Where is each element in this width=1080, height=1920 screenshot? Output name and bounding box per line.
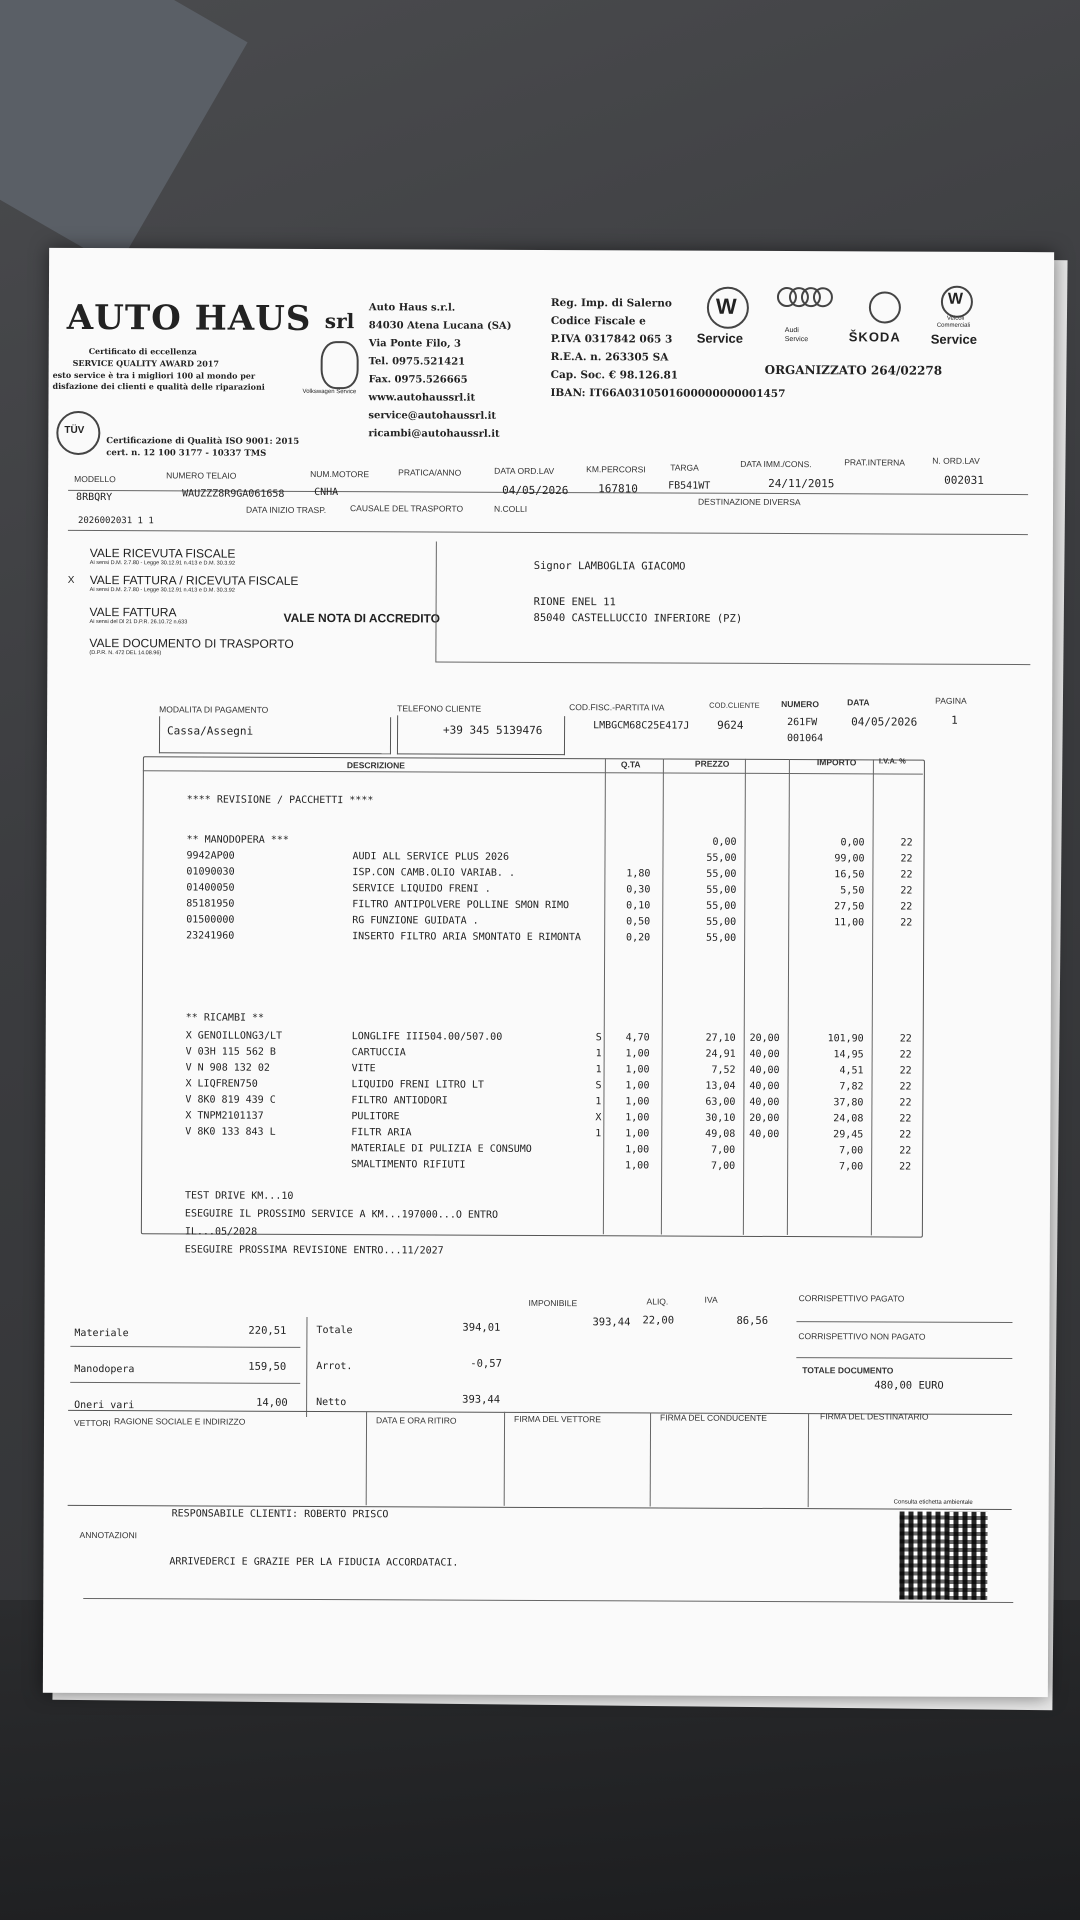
part-iva: 22 (899, 1113, 912, 1125)
note-next-service: ESEGUIRE IL PROSSIMO SERVICE A KM...197000...O ENTRO (184, 1208, 499, 1221)
dest-label: DESTINAZIONE DIVERSA (698, 496, 801, 508)
company-name: AUTO HAUS (66, 297, 312, 339)
labour-code: 01400050 (186, 882, 235, 894)
col-qta: Q.TA (620, 759, 641, 770)
part-t: S (595, 1080, 602, 1092)
arrotondamento-value: -0,57 (470, 1357, 502, 1370)
vwc-service-label: Service (930, 331, 978, 347)
organizzato: ORGANIZZATO 264/02278 (764, 362, 943, 378)
doctype-fattura-ricevuta: VALE FATTURA / RICEVUTA FISCALE (89, 572, 299, 588)
ritiro-label: DATA E ORA RITIRO (376, 1415, 457, 1426)
imm-label: DATA IMM./CONS. (740, 458, 812, 470)
addr-line: Fax. 0975.526665 (368, 374, 468, 386)
imponibile-label: IMPONIBILE (528, 1297, 578, 1309)
firma-vettore-label: FIRMA DEL VETTORE (514, 1413, 601, 1425)
vettori-label: VETTORI (74, 1417, 111, 1429)
labour-prezzo: 55,00 (706, 916, 737, 928)
part-iva: 22 (899, 1049, 912, 1061)
labour-imp: 99,00 (834, 853, 865, 865)
note-revisione: ESEGUIRE PROSSIMA REVISIONE ENTRO...11/2027 (184, 1244, 444, 1257)
part-t: S (595, 1032, 602, 1044)
etichetta-label: Consulta etichetta ambientale (893, 1499, 973, 1506)
prat-int-label: PRAT.INTERNA (844, 457, 906, 468)
telaio-value: WAUZZZ8R9GA061658 (182, 488, 285, 500)
doctype-trasporto: VALE DOCUMENTO DI TRASPORTO (89, 635, 294, 651)
ord-lav-label: N. ORD.LAV (932, 455, 980, 466)
customer-name: Signor LAMBOGLIA GIACOMO (533, 559, 686, 573)
col-descrizione: DESCRIZIONE (346, 760, 406, 771)
part-t: 1 (595, 1096, 602, 1108)
part-imp: 7,00 (839, 1145, 864, 1157)
part-qta: 1,00 (625, 1080, 650, 1092)
addr-line: Auto Haus s.r.l. (368, 302, 456, 314)
data-value: 04/05/2026 (851, 715, 918, 729)
reg-line: Reg. Imp. di Salerno (550, 297, 672, 310)
part-imp: 7,00 (839, 1161, 864, 1173)
vw-service-mark: Volkswagen Service (302, 388, 357, 396)
part-iva: 22 (899, 1065, 912, 1077)
labour-code: 9942AP00 (186, 850, 235, 862)
quality-q-icon (321, 341, 359, 389)
addr-line: www.autohaussrl.it (368, 392, 476, 404)
pagina-value: 1 (951, 713, 958, 727)
vw-commercial-logo-icon: W (941, 286, 973, 318)
firma-destinatario-label: FIRMA DEL DESTINATARIO (820, 1411, 929, 1422)
part-imp: 101,90 (827, 1033, 864, 1045)
data-ord-value: 04/05/2026 (502, 483, 569, 498)
numero-value1: 261FW (787, 717, 818, 729)
labour-iva: 22 (900, 869, 913, 881)
labour-imp: 11,00 (834, 917, 865, 929)
doctype-fattura-sub: Ai sensi del Dl 21 D.P.R. 26.10.72 n.633 (89, 618, 188, 626)
skoda-logo-icon (869, 291, 901, 323)
reg-line: Codice Fiscale e (550, 315, 646, 328)
part-prezzo: 24,91 (705, 1048, 736, 1060)
doctype-nota-accredito: VALE NOTA DI ACCREDITO (283, 610, 441, 626)
part-imp: 29,45 (833, 1129, 864, 1141)
labour-code: 01500000 (186, 914, 235, 926)
part-t: 1 (595, 1048, 602, 1060)
reg-line: P.IVA 0317842 065 3 (550, 333, 673, 346)
aliquota-label: ALIQ. (646, 1296, 669, 1307)
pagina-label: PAGINA (935, 695, 967, 706)
totale-documento-label: TOTALE DOCUMENTO (802, 1365, 894, 1376)
part-code: V 03H 115 562 B (185, 1046, 276, 1058)
labour-desc: ISP.CON CAMB.OLIO VARIAB. . (352, 867, 516, 879)
section-ricambi: ** RICAMBI ** (185, 1012, 265, 1024)
customer-city: 85040 CASTELLUCCIO INFERIORE (PZ) (533, 611, 743, 625)
ord-lav-value: 002031 (944, 473, 984, 487)
colli-label: N.COLLI (494, 503, 528, 514)
part-prezzo: 7,52 (711, 1064, 736, 1076)
causale-label: CAUSALE DEL TRASPORTO (350, 503, 464, 514)
modello-label: MODELLO (74, 473, 116, 485)
labour-iva: 22 (900, 885, 913, 897)
part-desc: LONGLIFE III504.00/507.00 (351, 1031, 503, 1043)
part-imp: 37,80 (833, 1097, 864, 1109)
part-desc: FILTR ARIA (351, 1127, 412, 1139)
audi-service-label: Service (784, 336, 809, 344)
ragione-label: RAGIONE SOCIALE E INDIRIZZO (114, 1416, 246, 1427)
vw-logo-icon: W (707, 287, 749, 329)
part-qta: 1,00 (625, 1144, 650, 1156)
arrotondamento-label: Arrot. (316, 1360, 353, 1373)
part-qta: 4,70 (625, 1032, 650, 1044)
part-code: X GENOILLONG3/LT (185, 1030, 283, 1042)
part-prezzo: 7,00 (711, 1160, 736, 1172)
part-qta: 1,00 (625, 1128, 650, 1140)
labour-iva: 22 (900, 917, 913, 929)
firma-conducente-label: FIRMA DEL CONDUCENTE (660, 1412, 767, 1423)
part-imp: 7,82 (839, 1081, 864, 1093)
doctype-selected-mark: X (67, 574, 75, 586)
company-registry (550, 294, 785, 403)
cert-line1: Certificato di eccellenza (88, 345, 197, 357)
oneri-value: 14,00 (256, 1396, 288, 1409)
part-desc: VITE (351, 1063, 376, 1075)
manodopera-label: Manodopera (74, 1363, 135, 1376)
part-code: V N 908 132 02 (185, 1062, 270, 1074)
labour-prezzo: 55,00 (706, 932, 737, 944)
km-value: 167810 (598, 482, 638, 496)
addr-line: Tel. 0975.521421 (368, 356, 466, 368)
addr-line: Via Ponte Filo, 3 (368, 338, 462, 350)
reg-line: IBAN: IT66A0310501600000000001457 (550, 387, 786, 401)
addr-line: ricambi@autohaussrl.it (368, 428, 500, 440)
tuv-icon (56, 411, 100, 455)
cf-value: LMBGCM68C25E417J (593, 720, 690, 732)
labour-imp: 27,50 (834, 901, 865, 913)
data-ord-label: DATA ORD.LAV (494, 465, 555, 477)
note-next-service-date: IL...05/2028 (184, 1226, 258, 1238)
doctype-fattura: VALE FATTURA (89, 604, 177, 620)
invoice-sheet (43, 248, 1054, 1697)
corrispettivo-pagato: CORRISPETTIVO PAGATO (798, 1293, 905, 1304)
part-sc: 40,00 (749, 1080, 780, 1093)
part-iva: 22 (899, 1081, 912, 1093)
pagamento-label: MODALITA DI PAGAMENTO (159, 704, 269, 715)
aliquota-value: 22,00 (642, 1314, 675, 1327)
vwc-label1: Veicoli (946, 315, 965, 322)
part-imp: 14,95 (833, 1049, 864, 1061)
tuv-label: TÜV (64, 424, 85, 436)
section-revisione: **** REVISIONE / PACCHETTI **** (186, 794, 374, 807)
labour-iva: 22 (900, 853, 913, 865)
part-iva: 22 (899, 1145, 912, 1157)
part-code: V 8K0 819 439 C (185, 1094, 276, 1106)
netto-label: Netto (316, 1396, 347, 1409)
part-desc: PULITORE (351, 1111, 400, 1123)
telefono-value: +39 345 5139476 (443, 723, 543, 737)
part-desc: FILTRO ANTIODORI (351, 1095, 448, 1107)
modello-value: 8RBQRY (76, 491, 113, 504)
cf-label: COD.FISC.-PARTITA IVA (569, 702, 665, 713)
part-qta: 1,00 (625, 1064, 650, 1076)
targa-value: FB541WT (668, 480, 711, 492)
imm-value: 24/11/2015 (768, 476, 835, 491)
labour-iva: 22 (900, 901, 913, 913)
labour-qta: 0,30 (626, 884, 651, 896)
part-iva: 22 (899, 1161, 912, 1173)
labour-desc: RG FUNZIONE GUIDATA . (352, 915, 479, 927)
numero-label: NUMERO (781, 699, 819, 710)
labour-prezzo: 55,00 (706, 884, 737, 896)
telefono-label: TELEFONO CLIENTE (397, 703, 482, 714)
thanks-message: ARRIVEDERCI E GRAZIE PER LA FIDUCIA ACCORDATACI. (169, 1556, 459, 1569)
col-importo: IMPORTO (816, 757, 857, 768)
part-prezzo: 13,04 (705, 1080, 736, 1092)
part-desc: CARTUCCIA (351, 1047, 406, 1059)
note-test-drive: TEST DRIVE KM...10 (184, 1190, 294, 1202)
company-address (368, 299, 511, 444)
customer-street: RIONE ENEL 11 (533, 595, 616, 609)
labour-code: 85181950 (186, 898, 235, 910)
totale-value: 394,01 (462, 1321, 501, 1334)
labour-code: 23241960 (186, 930, 235, 942)
labour-prezzo: 55,00 (706, 852, 737, 864)
part-desc: MATERIALE DI PULIZIA E CONSUMO (351, 1143, 532, 1155)
doctype-fattura-ricevuta-sub: Ai sensi D.M. 2.7.80 - Legge 30.12.91 n.413 e D.M. 30.3.92 (89, 586, 235, 594)
telaio-label: NUMERO TELAIO (166, 470, 237, 481)
materiale-label: Materiale (74, 1327, 129, 1340)
inizio-label: DATA INIZIO TRASP. (245, 504, 327, 516)
labour-qta: 0,20 (626, 932, 651, 944)
cod-cliente-value: 9624 (717, 718, 744, 732)
data-label: DATA (847, 697, 870, 708)
qr-code[interactable] (899, 1512, 987, 1600)
labour-imp: 0,00 (840, 837, 865, 849)
labour-qta: 0,10 (626, 900, 651, 912)
annotazioni-label: ANNOTAZIONI (79, 1529, 138, 1541)
part-code: X LIQFREN750 (185, 1078, 258, 1090)
part-prezzo: 63,00 (705, 1096, 736, 1108)
labour-imp: 5,50 (840, 885, 865, 897)
part-qta: 1,00 (625, 1048, 650, 1060)
part-sc: 40,00 (749, 1096, 780, 1109)
part-qta: 1,00 (625, 1160, 650, 1172)
part-prezzo: 27,10 (705, 1032, 736, 1044)
labour-prezzo: 55,00 (706, 900, 737, 912)
materiale-value: 220,51 (248, 1324, 287, 1337)
part-code: X TNPM2101137 (185, 1110, 264, 1122)
part-sc: 40,00 (749, 1064, 780, 1077)
audi-label: Audi (784, 327, 799, 335)
addr-line: service@autohaussrl.it (368, 410, 497, 422)
labour-code: 01090030 (186, 866, 235, 878)
pratica-label: PRATICA/ANNO (398, 467, 462, 478)
numero-value2: 001064 (786, 733, 824, 745)
reg-line: Cap. Soc. € 98.126.81 (550, 369, 679, 382)
labour-qta: 1,80 (626, 868, 651, 880)
vwc-label2: Commerciali (936, 322, 971, 329)
cert-line3: esto service è tra i migliori 100 al mondo per (52, 369, 256, 381)
part-code: V 8K0 133 843 L (185, 1126, 276, 1138)
vw-service-label: Service (696, 330, 744, 346)
labour-prezzo: 0,00 (712, 836, 737, 848)
iso-line1: Certificazione di Qualità ISO 9001: 2015 (106, 436, 300, 447)
part-sc: 20,00 (749, 1032, 780, 1045)
part-prezzo: 49,08 (705, 1128, 736, 1140)
part-prezzo: 7,00 (711, 1144, 736, 1156)
corrispettivo-non-pagato: CORRISPETTIVO NON PAGATO (798, 1331, 926, 1342)
netto-value: 393,44 (462, 1393, 501, 1406)
iva-value: 86,56 (736, 1314, 769, 1327)
imponibile-value: 393,44 (592, 1316, 631, 1329)
ref-value: 2026002031 1 1 (77, 515, 154, 527)
cert-line4: disfazione dei clienti e qualità delle riparazioni (52, 380, 265, 392)
manodopera-value: 159,50 (248, 1360, 287, 1373)
part-qta: 1,00 (625, 1096, 650, 1108)
responsabile-clienti: RESPONSABILE CLIENTI: ROBERTO PRISCO (171, 1508, 389, 1521)
cod-cliente-label: COD.CLIENTE (709, 700, 760, 710)
cert-line2: SERVICE QUALITY AWARD 2017 (72, 357, 219, 369)
doctype-ricevuta-sub: Ai sensi D.M. 2.7.80 - Legge 30.12.91 n.413 e D.M. 30.3.92 (89, 559, 236, 567)
company-suffix: srl (324, 309, 355, 334)
part-sc: 40,00 (749, 1048, 780, 1061)
part-desc: LIQUIDO FRENI LITRO LT (351, 1079, 484, 1091)
part-iva: 22 (899, 1033, 912, 1045)
part-prezzo: 30,10 (705, 1112, 736, 1124)
skoda-label: ŠKODA (848, 329, 901, 345)
part-qta: 1,00 (625, 1112, 650, 1124)
addr-line: 84030 Atena Lucana (SA) (368, 320, 512, 332)
part-iva: 22 (899, 1097, 912, 1109)
motore-label: NUM.MOTORE (310, 468, 370, 480)
items-table (141, 756, 925, 1237)
iva-label: IVA (704, 1294, 718, 1305)
col-prezzo: PREZZO (694, 758, 730, 769)
labour-qta: 0,50 (626, 916, 651, 928)
labour-desc: FILTRO ANTIPOLVERE POLLINE SMON RIMO (352, 899, 570, 912)
labour-desc: SERVICE LIQUIDO FRENI . (352, 883, 491, 895)
part-imp: 4,51 (839, 1065, 864, 1077)
doctype-trasporto-sub: (D.P.R. N. 472 DEL 14.08.96) (89, 649, 162, 657)
part-sc: 20,00 (749, 1112, 780, 1125)
reg-line: R.E.A. n. 263305 SA (550, 351, 669, 364)
km-label: KM.PERCORSI (586, 464, 646, 475)
part-sc: 40,00 (749, 1128, 780, 1141)
oneri-label: Oneri vari (74, 1399, 135, 1412)
labour-imp: 16,50 (834, 869, 865, 881)
motore-value: CNHA (314, 486, 339, 499)
part-t: X (595, 1112, 602, 1124)
labour-desc: INSERTO FILTRO ARIA SMONTATO E RIMONTA (352, 931, 581, 944)
labour-iva: 22 (900, 837, 913, 849)
part-desc: SMALTIMENTO RIFIUTI (351, 1159, 466, 1171)
iso-line2: cert. n. 12 100 3177 - 10337 TMS (106, 448, 267, 459)
labour-prezzo: 55,00 (706, 868, 737, 880)
targa-label: TARGA (670, 462, 699, 473)
totale-label: Totale (316, 1324, 353, 1337)
pagamento-value: Cassa/Assegni (167, 724, 254, 738)
part-t: 1 (595, 1128, 602, 1140)
col-iva: I.V.A. % (878, 756, 906, 766)
part-imp: 24,08 (833, 1113, 864, 1125)
labour-desc: AUDI ALL SERVICE PLUS 2026 (352, 851, 510, 863)
part-iva: 22 (899, 1129, 912, 1141)
part-t: 1 (595, 1064, 602, 1076)
totale-documento-value: 480,00 EURO (874, 1379, 944, 1392)
doctype-ricevuta: VALE RICEVUTA FISCALE (89, 545, 236, 561)
section-manodopera: ** MANODOPERA *** (186, 834, 289, 846)
